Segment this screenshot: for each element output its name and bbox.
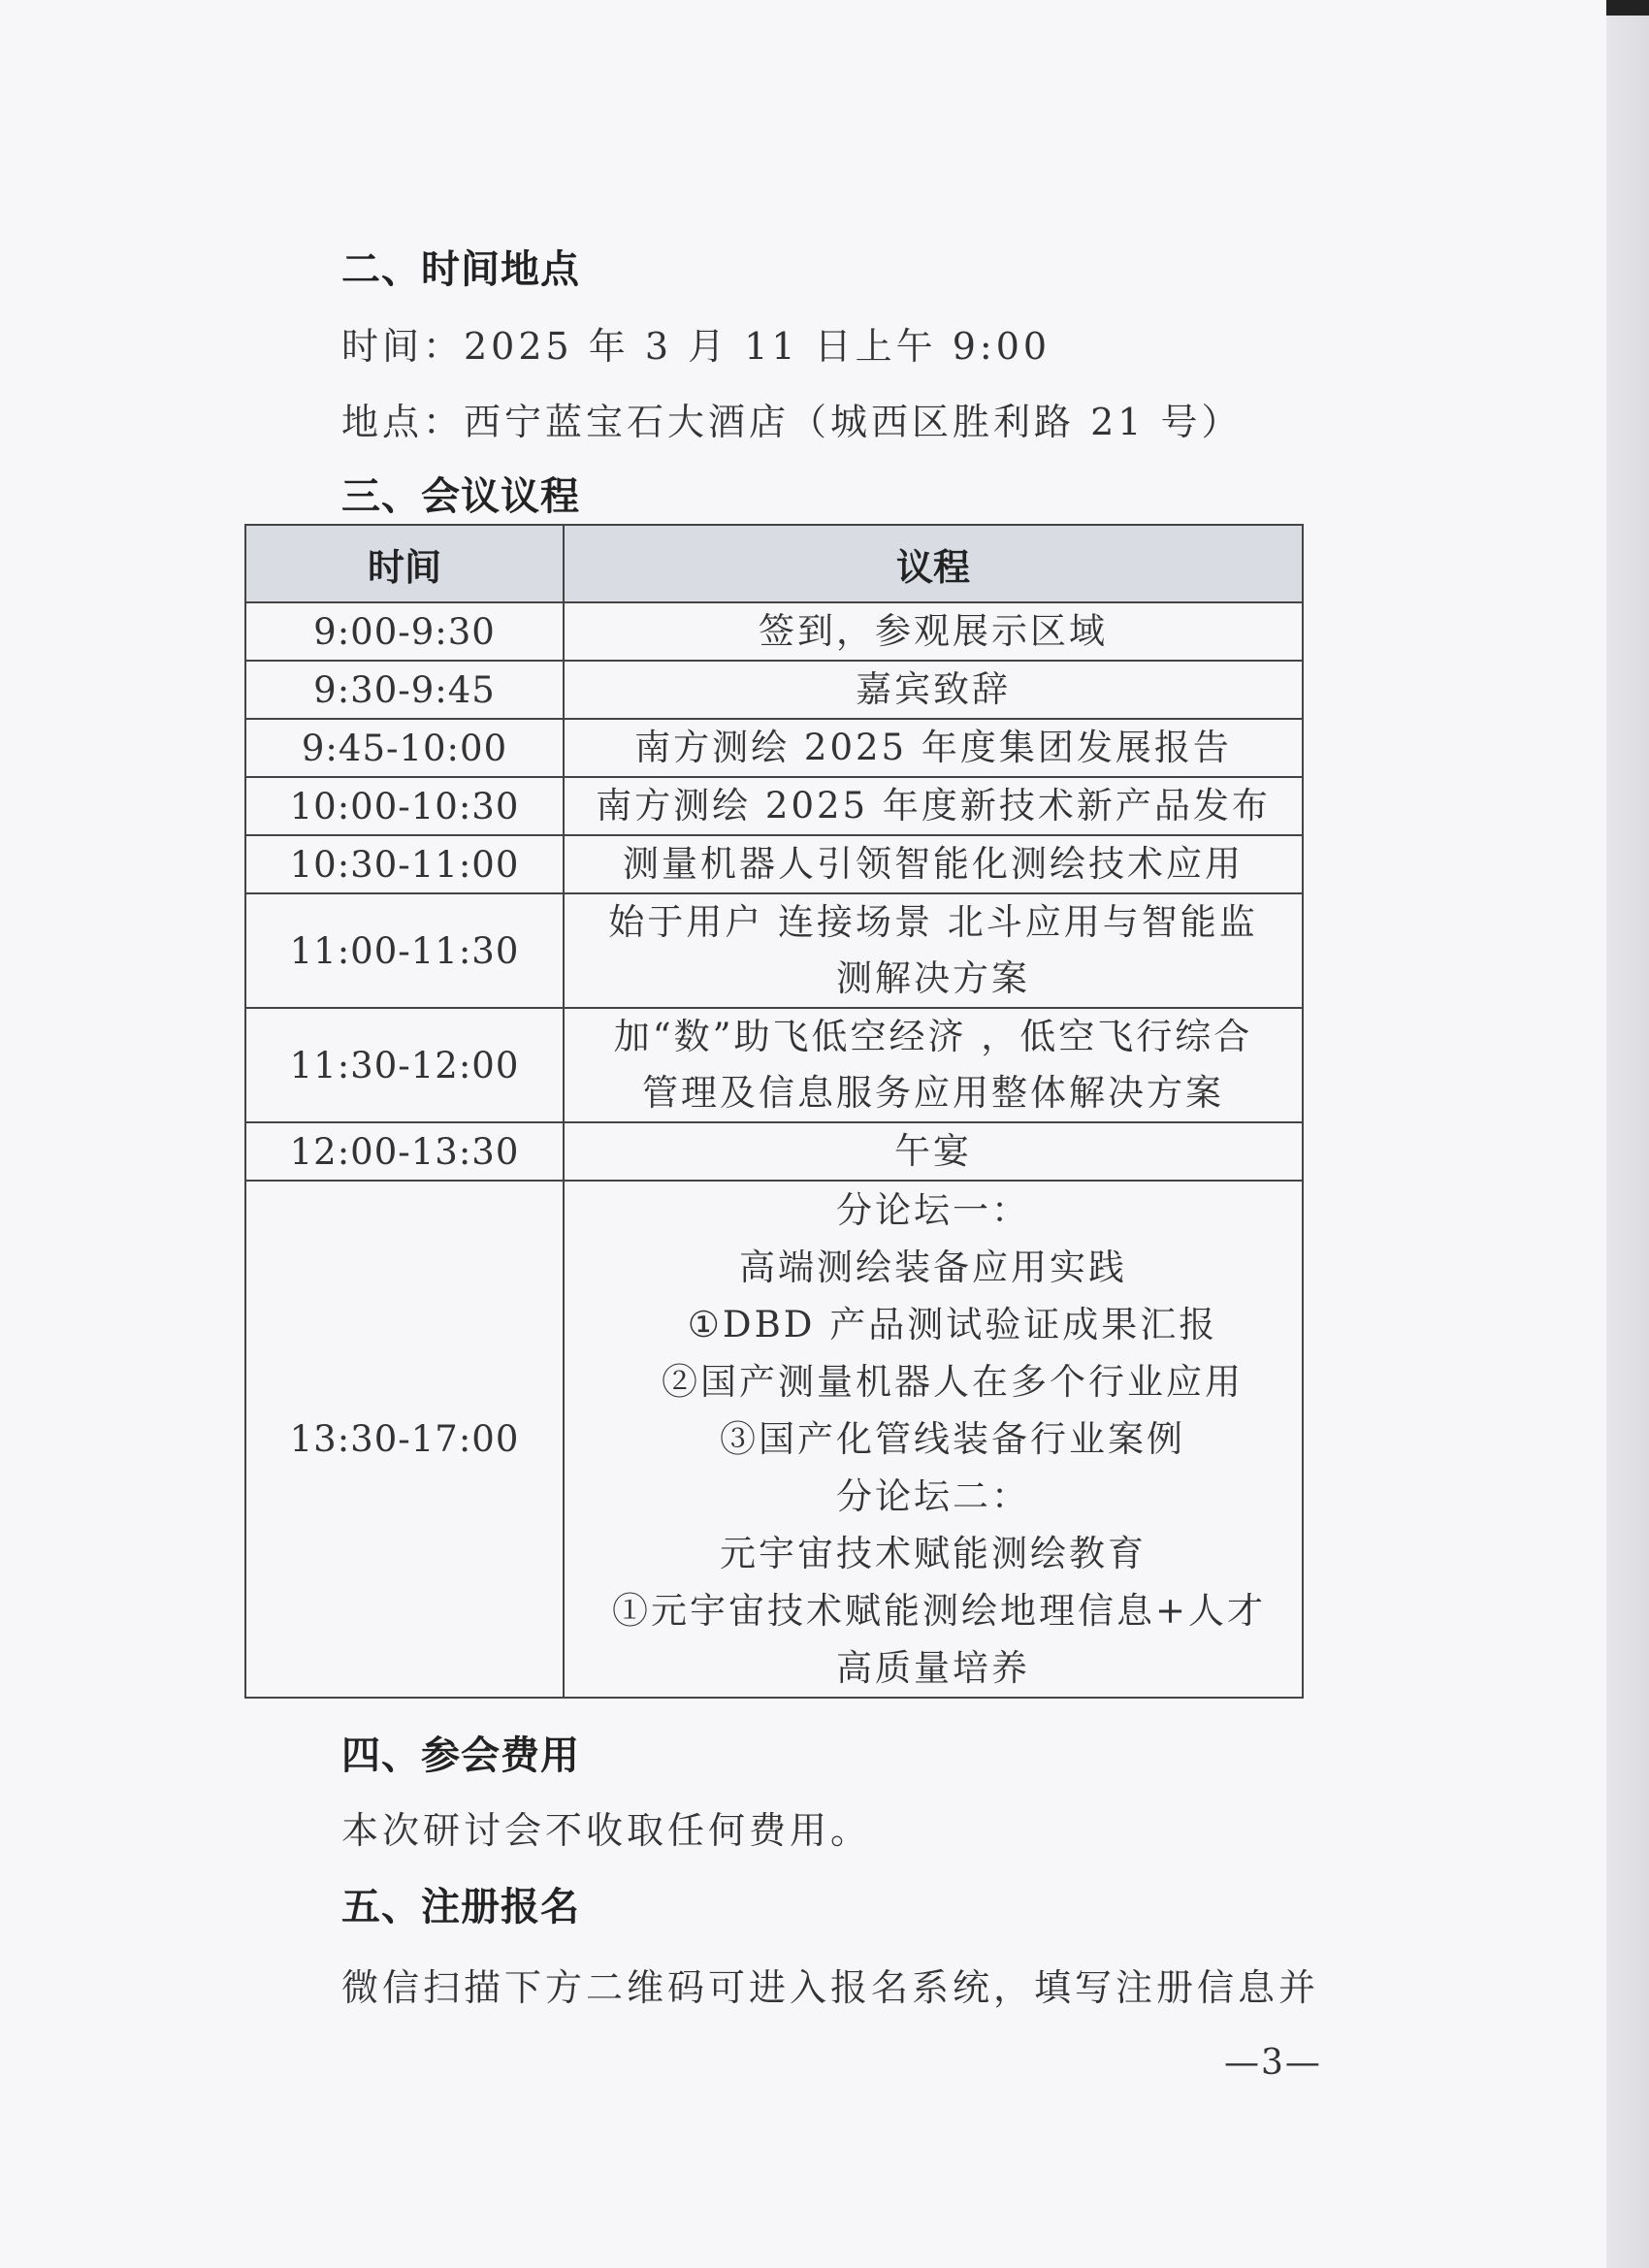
agenda-table	[244, 524, 1304, 1699]
time-cell: 9:00-9:30	[245, 602, 564, 661]
table-row	[245, 719, 1303, 777]
time-cell: 9:45-10:00	[245, 719, 564, 777]
agenda-cell: 午宴	[564, 1122, 1303, 1181]
time-cell: 11:30-12:00	[245, 1008, 564, 1122]
time-cell: 9:30-9:45	[245, 661, 564, 719]
table-row	[245, 1008, 1303, 1122]
table-row	[245, 777, 1303, 835]
table-row	[245, 1181, 1303, 1698]
time-cell: 10:30-11:00	[245, 835, 564, 893]
agenda-cell: 测量机器人引领智能化测绘技术应用	[564, 835, 1303, 893]
forum-item: ③国产化管线装备行业案例	[720, 1418, 1185, 1460]
time-line: 时间：2025 年 3 月 11 日上午 9:00	[341, 325, 1051, 368]
forum-topic: 高端测绘装备应用实践	[739, 1247, 1127, 1288]
forum-topic: 元宇宙技术赋能测绘教育	[720, 1533, 1147, 1574]
time-cell: 12:00-13:30	[245, 1122, 564, 1181]
place-line: 地点：西宁蓝宝石大酒店（城西区胜利路 21 号）	[341, 401, 1243, 443]
forum-item: ①元宇宙技术赋能测绘地理信息+人才	[611, 1590, 1266, 1632]
section-heading-agenda: 三、会议议程	[341, 474, 580, 519]
table-row	[245, 661, 1303, 719]
forum-heading: 分论坛二：	[836, 1475, 1030, 1517]
table-header-row	[245, 525, 1303, 602]
table-row	[245, 1122, 1303, 1181]
section-heading-fee: 四、参会费用	[341, 1733, 580, 1778]
forum-heading: 分论坛一：	[836, 1189, 1030, 1231]
agenda-cell: 签到，参观展示区域	[564, 602, 1303, 661]
fee-line: 本次研讨会不收取任何费用。	[341, 1809, 872, 1852]
forum-cell	[564, 1181, 1303, 1698]
agenda-line: 测解决方案	[836, 957, 1030, 999]
agenda-line: 管理及信息服务应用整体解决方案	[642, 1072, 1224, 1114]
section-heading-time-place: 二、时间地点	[341, 247, 580, 292]
scan-edge	[1606, 0, 1649, 2268]
page-number: —3—	[1224, 2043, 1322, 2083]
forum-item-continued: 高质量培养	[836, 1647, 1030, 1689]
agenda-cell: 嘉宾致辞	[564, 661, 1303, 719]
header-agenda: 议程	[564, 525, 1303, 602]
agenda-line: 加“数”助飞低空经济 ，低空飞行综合	[613, 1016, 1253, 1057]
registration-line: 微信扫描下方二维码可进入报名系统，填写注册信息并	[341, 1966, 1320, 2009]
agenda-line: 始于用户 连接场景 北斗应用与智能监	[608, 901, 1258, 943]
forum-item: ①DBD 产品测试验证成果汇报	[687, 1304, 1218, 1345]
forum-item: ②国产测量机器人在多个行业应用	[662, 1361, 1244, 1403]
agenda-cell: 南方测绘 2025 年度新技术新产品发布	[564, 777, 1303, 835]
agenda-cell	[564, 1008, 1303, 1122]
time-cell: 11:00-11:30	[245, 893, 564, 1008]
time-cell: 10:00-10:30	[245, 777, 564, 835]
table-row	[245, 835, 1303, 893]
agenda-cell	[564, 893, 1303, 1008]
table-row	[245, 893, 1303, 1008]
section-heading-registration: 五、注册报名	[341, 1885, 580, 1929]
agenda-cell: 南方测绘 2025 年度集团发展报告	[564, 719, 1303, 777]
time-cell: 13:30-17:00	[245, 1181, 564, 1698]
table-row	[245, 602, 1303, 661]
header-time: 时间	[245, 525, 564, 602]
scan-corner-mark	[1606, 0, 1649, 16]
